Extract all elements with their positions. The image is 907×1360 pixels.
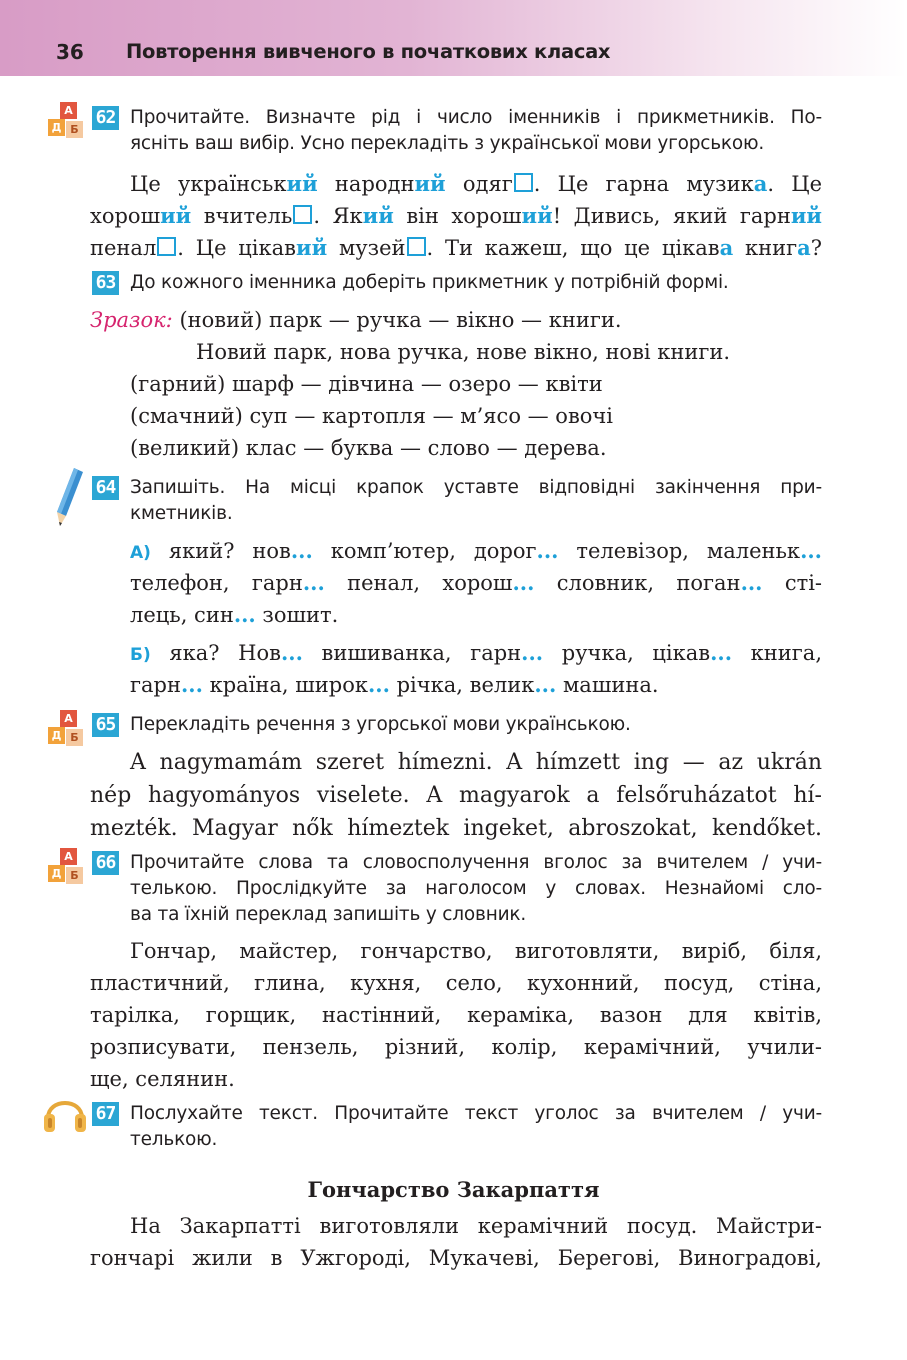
text-line: ще, селянин. (90, 1067, 235, 1091)
text-line: пенал . Це цікавий музей . Ти кажеш, що це цікава книга? (90, 235, 822, 260)
text-line: Гончар, майстер, гончарство, виготовляти, виріб, біля, (130, 939, 822, 963)
text-line: (гарний) шарф — дівчина — озеро — квіти (130, 372, 603, 396)
text-line: А) який? нов... комп’ютер, дорог... телевізор, маленьк... (130, 538, 822, 563)
text-line: На Закарпатті виготовляли керамічний посуд. Майстри- (130, 1214, 822, 1238)
exercise-66-task: Прочитайте слова та словосполучення вголос за вчителем / учи- телькою. Прослідкуйте за наголосом у словах. Незнайомі сло- ва та їхній переклад запишіть у словник. (130, 852, 822, 925)
page-header (0, 0, 907, 76)
headphones-icon (42, 1088, 88, 1136)
pencil-icon (52, 466, 86, 528)
text-line: Це український народний одяг . Це гарна музика. Це (130, 171, 822, 196)
exercise-63-text (90, 304, 830, 464)
answer-box (514, 173, 533, 192)
text-line: хороший вчитель . Який він хороший! Дивись, який гарний (90, 203, 822, 228)
text-heading: Гончарство Закарпаття (307, 1177, 600, 1202)
text-line: пластичний, глина, кухня, село, кухонний, посуд, стіна, (90, 971, 822, 995)
exercise-64-part-b (130, 637, 822, 701)
alphabet-blocks-icon: А Д Б (48, 848, 90, 890)
exercise-64-task: Запишіть. На місці крапок уставте відповідні закінчення при- кметників. (130, 477, 822, 524)
exercise-number-67: 67 (92, 1102, 119, 1126)
exercise-67-task: Послухайте текст. Прочитайте текст уголос за вчителем / учи- телькою. (130, 1103, 822, 1150)
exercise-number-64: 64 (92, 476, 119, 500)
text-line: (великий) клас — буква — слово — дерева. (130, 436, 607, 460)
page-number: 36 (56, 40, 84, 64)
exercise-63-task: До кожного іменника доберіть прикметник у потрібній формі. (130, 272, 729, 293)
text-line: A nagymamám szeret hímezni. A hímzett ing — az ukrán (130, 750, 822, 775)
text-line: Б) яка? Нов... вишиванка, гарн... ручка, цікав... книга, (130, 640, 822, 665)
exercise-65-task: Перекладіть речення з угорської мови українською. (130, 714, 631, 735)
text-line: телефон, гарн... пенал, хорош... словник, поган... сті- (130, 570, 823, 595)
alphabet-blocks-icon: А Д Б (48, 102, 90, 144)
alphabet-blocks-icon: А Д Б (48, 710, 90, 752)
answer-box (157, 237, 176, 256)
exercise-number-65: 65 (92, 713, 119, 737)
answer-box (407, 237, 426, 256)
exercise-number-62: 62 (92, 106, 119, 130)
sample-line: Зразок: (новий) парк — ручка — вікно — книги. (90, 308, 622, 332)
exercise-66-text (90, 935, 822, 1095)
exercise-67-text (90, 1210, 822, 1274)
exercise-number-63: 63 (92, 271, 119, 295)
answer-box (293, 205, 312, 224)
sample-label: Зразок: (90, 308, 173, 332)
exercise-number-66: 66 (92, 851, 119, 875)
text-line: тарілка, горщик, настінний, кераміка, вазон для квітів, (90, 1003, 822, 1027)
section-title: Повторення вивченого в початкових класах (126, 40, 611, 63)
text-line: (смачний) суп — картопля — м’ясо — овочі (130, 404, 614, 428)
text-line: гончарі жили в Ужгороді, Мукачеві, Берегові, Виноградові, (90, 1246, 822, 1270)
text-line: nép hagyományos viselete. A magyarok a felsőruházatot hí- (90, 783, 822, 808)
text-line: розписувати, пензель, різний, колір, керамічний, учили- (90, 1035, 822, 1059)
exercise-62-task: Прочитайте. Визначте рід і число іменників і прикметників. По- ясніть ваш вибір. Усно перекладіть з української мови угорською. (130, 107, 822, 154)
sample-answer: Новий парк, нова ручка, нове вікно, нові книги. (196, 340, 731, 364)
exercise-64-part-a (130, 535, 822, 631)
text-line: mezték. Magyar nők hímeztek ingeket, abroszokat, kendőket. (90, 816, 822, 841)
text-line: лець, син... зошит. (130, 602, 339, 627)
exercise-62-text (90, 168, 822, 264)
text-line: гарн... країна, широк... річка, велик... машина. (130, 672, 659, 697)
exercise-65-text (90, 746, 822, 845)
